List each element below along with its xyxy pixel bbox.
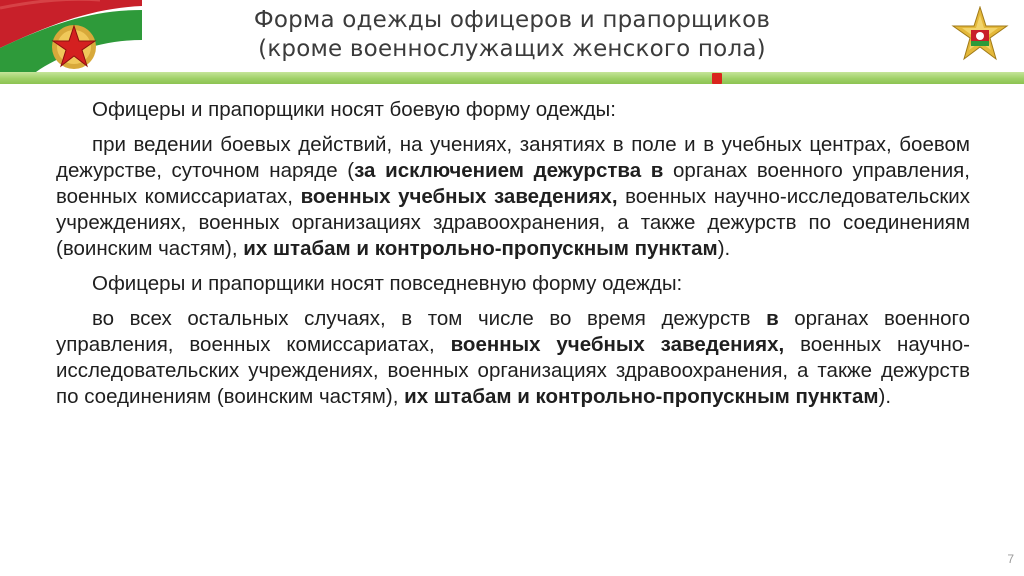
paragraph-combat-uniform-details: [56, 132, 970, 262]
bold-text-run: в: [766, 307, 779, 330]
header-marker: [712, 73, 722, 84]
paragraph-combat-uniform-heading: [56, 97, 970, 123]
bold-text-run: военных учебных заведениях,: [450, 333, 785, 356]
text-run: Офицеры и прапорщики носят повседневную форму одежды:: [92, 272, 683, 295]
text-run: во всех остальных случаях, в том числе во время дежурств: [92, 307, 767, 330]
paragraph-daily-uniform-details: [56, 306, 970, 410]
body-text: [56, 97, 970, 410]
star-badge-emblem-icon: [950, 6, 1010, 66]
text-run: органах военного управления, военных комиссариатах,: [56, 307, 970, 356]
text-run: органах военного управления, военных комиссариатах,: [56, 159, 970, 208]
title-line-2: (кроме военнослужащих женского пола): [258, 36, 766, 62]
slide-title: [150, 6, 874, 64]
page-number: 7: [1007, 552, 1014, 566]
text-run: Офицеры и прапорщики носят боевую форму одежды:: [92, 98, 616, 121]
text-run: при ведении боевых действий, на учениях, занятиях в поле и в учебных центрах, боевом дежурстве, суточном наряде (: [56, 133, 970, 182]
red-star-emblem-icon: [0, 0, 142, 72]
title-line-1: Форма одежды офицеров и прапорщиков: [253, 7, 771, 33]
bold-text-run: за исключением дежурства в: [354, 159, 664, 182]
header-divider-bar: [0, 72, 1024, 84]
text-run: военных научно-исследовательских учреждениях, военных организациях здравоохранения, а также дежурств по соединениям (воинским частям),: [56, 185, 970, 260]
bold-text-run: их штабам и контрольно-пропускным пунктам: [404, 385, 879, 408]
text-run: ).: [878, 385, 892, 408]
bold-text-run: их штабам и контрольно-пропускным пунктам: [243, 237, 718, 260]
bold-text-run: военных учебных заведениях,: [300, 185, 618, 208]
paragraph-daily-uniform-heading: [56, 271, 970, 297]
text-run: военных научно-исследовательских учреждениях, военных организациях здравоохранения, а также дежурств по соединениям (воинским частям),: [56, 333, 971, 408]
text-run: ).: [717, 237, 731, 260]
